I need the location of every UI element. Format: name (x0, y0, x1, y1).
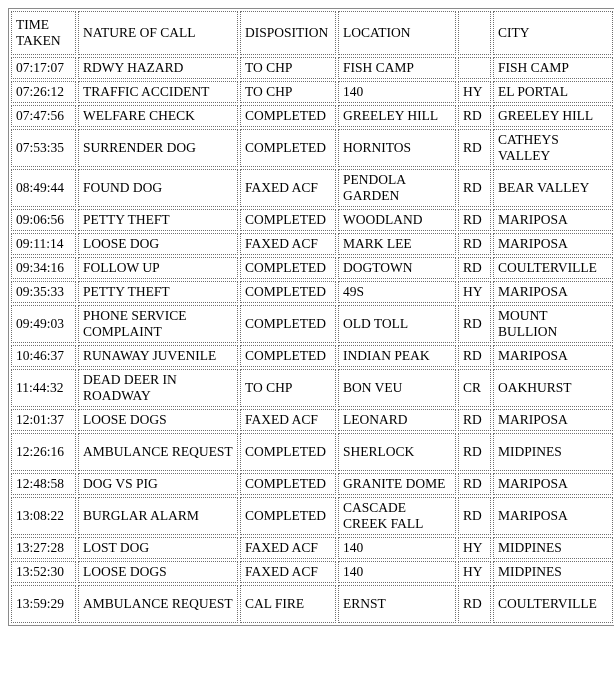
cell-suffix: RD (458, 209, 491, 231)
cell-disposition: FAXED ACF (240, 537, 336, 559)
cell-disposition: COMPLETED (240, 345, 336, 367)
cell-city: BEAR VALLEY (493, 169, 613, 207)
cell-nature: DOG VS PIG (78, 473, 238, 495)
cell-disposition: COMPLETED (240, 497, 336, 535)
table-row (11, 257, 613, 279)
table-row (11, 233, 613, 255)
header-nature-of-call: NATURE OF CALL (78, 11, 238, 55)
cell-city: EL PORTAL (493, 81, 613, 103)
cell-suffix: RD (458, 233, 491, 255)
cell-suffix: HY (458, 537, 491, 559)
table-row (11, 473, 613, 495)
cell-location: HORNITOS (338, 129, 456, 167)
cell-time: 09:06:56 (11, 209, 76, 231)
cell-nature: LOOSE DOG (78, 233, 238, 255)
cell-nature: AMBULANCE REQUEST (78, 585, 238, 623)
cell-nature: PHONE SERVICE COMPLAINT (78, 305, 238, 343)
cell-disposition: COMPLETED (240, 281, 336, 303)
cell-location: WOODLAND (338, 209, 456, 231)
cell-nature: LOOSE DOGS (78, 561, 238, 583)
cell-suffix: RD (458, 129, 491, 167)
table-row (11, 129, 613, 167)
cell-disposition: COMPLETED (240, 305, 336, 343)
cell-city: OAKHURST (493, 369, 613, 407)
cell-disposition: COMPLETED (240, 105, 336, 127)
header-location: LOCATION (338, 11, 456, 55)
cell-city: GREELEY HILL (493, 105, 613, 127)
cell-time: 07:26:12 (11, 81, 76, 103)
cell-time: 07:17:07 (11, 57, 76, 79)
table-row (11, 585, 613, 623)
cell-disposition: FAXED ACF (240, 233, 336, 255)
table-row (11, 209, 613, 231)
cell-disposition: FAXED ACF (240, 169, 336, 207)
table-row (11, 57, 613, 79)
cell-time: 12:48:58 (11, 473, 76, 495)
cell-time: 09:34:16 (11, 257, 76, 279)
cell-city: COULTERVILLE (493, 585, 613, 623)
cell-location: INDIAN PEAK (338, 345, 456, 367)
cell-suffix: RD (458, 169, 491, 207)
cell-time: 09:49:03 (11, 305, 76, 343)
cell-time: 12:01:37 (11, 409, 76, 431)
cell-suffix (458, 57, 491, 79)
cell-suffix: RD (458, 433, 491, 471)
cell-suffix: RD (458, 585, 491, 623)
cell-suffix: HY (458, 561, 491, 583)
cell-disposition: TO CHP (240, 57, 336, 79)
cell-location: FISH CAMP (338, 57, 456, 79)
cell-suffix: RD (458, 409, 491, 431)
cell-disposition: CAL FIRE (240, 585, 336, 623)
cell-disposition: TO CHP (240, 369, 336, 407)
cell-suffix: HY (458, 81, 491, 103)
cell-city: MARIPOSA (493, 345, 613, 367)
header-city: CITY (493, 11, 613, 55)
cell-suffix: RD (458, 473, 491, 495)
cell-location: BON VEU (338, 369, 456, 407)
cell-city: MIDPINES (493, 561, 613, 583)
cell-nature: PETTY THEFT (78, 281, 238, 303)
header-disposition: DISPOSITION (240, 11, 336, 55)
header-time: TIME TAKEN (11, 11, 76, 55)
cell-nature: WELFARE CHECK (78, 105, 238, 127)
cell-time: 13:08:22 (11, 497, 76, 535)
cell-city: CATHEYS VALLEY (493, 129, 613, 167)
cell-disposition: COMPLETED (240, 209, 336, 231)
cell-location: GRANITE DOME (338, 473, 456, 495)
cell-location: 140 (338, 561, 456, 583)
cell-disposition: COMPLETED (240, 129, 336, 167)
cell-city: MARIPOSA (493, 497, 613, 535)
cell-time: 12:26:16 (11, 433, 76, 471)
cell-nature: FOLLOW UP (78, 257, 238, 279)
cell-city: MOUNT BULLION (493, 305, 613, 343)
cell-time: 11:44:32 (11, 369, 76, 407)
cell-nature: RDWY HAZARD (78, 57, 238, 79)
cell-suffix: CR (458, 369, 491, 407)
cell-time: 13:27:28 (11, 537, 76, 559)
cell-nature: LOST DOG (78, 537, 238, 559)
cell-city: COULTERVILLE (493, 257, 613, 279)
cell-location: ERNST (338, 585, 456, 623)
cell-city: MARIPOSA (493, 281, 613, 303)
cell-location: OLD TOLL (338, 305, 456, 343)
cell-city: MIDPINES (493, 433, 613, 471)
cell-time: 08:49:44 (11, 169, 76, 207)
table-row (11, 433, 613, 471)
table-row (11, 537, 613, 559)
cell-location: DOGTOWN (338, 257, 456, 279)
table-row (11, 369, 613, 407)
cell-disposition: FAXED ACF (240, 409, 336, 431)
cell-suffix: RD (458, 305, 491, 343)
header-street-suffix (458, 11, 491, 55)
cell-time: 07:53:35 (11, 129, 76, 167)
cell-disposition: TO CHP (240, 81, 336, 103)
cell-suffix: RD (458, 257, 491, 279)
cell-disposition: COMPLETED (240, 473, 336, 495)
cell-location: 49S (338, 281, 456, 303)
cell-city: MARIPOSA (493, 473, 613, 495)
cell-nature: FOUND DOG (78, 169, 238, 207)
cell-suffix: RD (458, 345, 491, 367)
cell-nature: AMBULANCE REQUEST (78, 433, 238, 471)
cell-nature: BURGLAR ALARM (78, 497, 238, 535)
cell-city: MARIPOSA (493, 409, 613, 431)
cell-location: SHERLOCK (338, 433, 456, 471)
cell-nature: DEAD DEER IN ROADWAY (78, 369, 238, 407)
cell-nature: PETTY THEFT (78, 209, 238, 231)
cell-suffix: RD (458, 105, 491, 127)
table-row (11, 561, 613, 583)
cell-nature: TRAFFIC ACCIDENT (78, 81, 238, 103)
table-row (11, 281, 613, 303)
table-row (11, 81, 613, 103)
cell-time: 13:52:30 (11, 561, 76, 583)
cell-time: 09:11:14 (11, 233, 76, 255)
table-row (11, 345, 613, 367)
cell-location: 140 (338, 81, 456, 103)
cell-time: 10:46:37 (11, 345, 76, 367)
cell-location: CASCADE CREEK FALL (338, 497, 456, 535)
cell-location: MARK LEE (338, 233, 456, 255)
cell-disposition: COMPLETED (240, 433, 336, 471)
cell-suffix: HY (458, 281, 491, 303)
cell-city: FISH CAMP (493, 57, 613, 79)
cell-location: LEONARD (338, 409, 456, 431)
header-row (11, 11, 613, 55)
call-log-table (8, 8, 614, 626)
table-row (11, 409, 613, 431)
table-row (11, 169, 613, 207)
table-row (11, 497, 613, 535)
cell-nature: LOOSE DOGS (78, 409, 238, 431)
cell-location: PENDOLA GARDEN (338, 169, 456, 207)
cell-time: 09:35:33 (11, 281, 76, 303)
cell-time: 13:59:29 (11, 585, 76, 623)
table-row (11, 305, 613, 343)
cell-city: MARIPOSA (493, 209, 613, 231)
cell-disposition: FAXED ACF (240, 561, 336, 583)
cell-city: MARIPOSA (493, 233, 613, 255)
cell-location: GREELEY HILL (338, 105, 456, 127)
cell-disposition: COMPLETED (240, 257, 336, 279)
cell-nature: SURRENDER DOG (78, 129, 238, 167)
cell-location: 140 (338, 537, 456, 559)
cell-city: MIDPINES (493, 537, 613, 559)
cell-nature: RUNAWAY JUVENILE (78, 345, 238, 367)
cell-time: 07:47:56 (11, 105, 76, 127)
table-row (11, 105, 613, 127)
cell-suffix: RD (458, 497, 491, 535)
